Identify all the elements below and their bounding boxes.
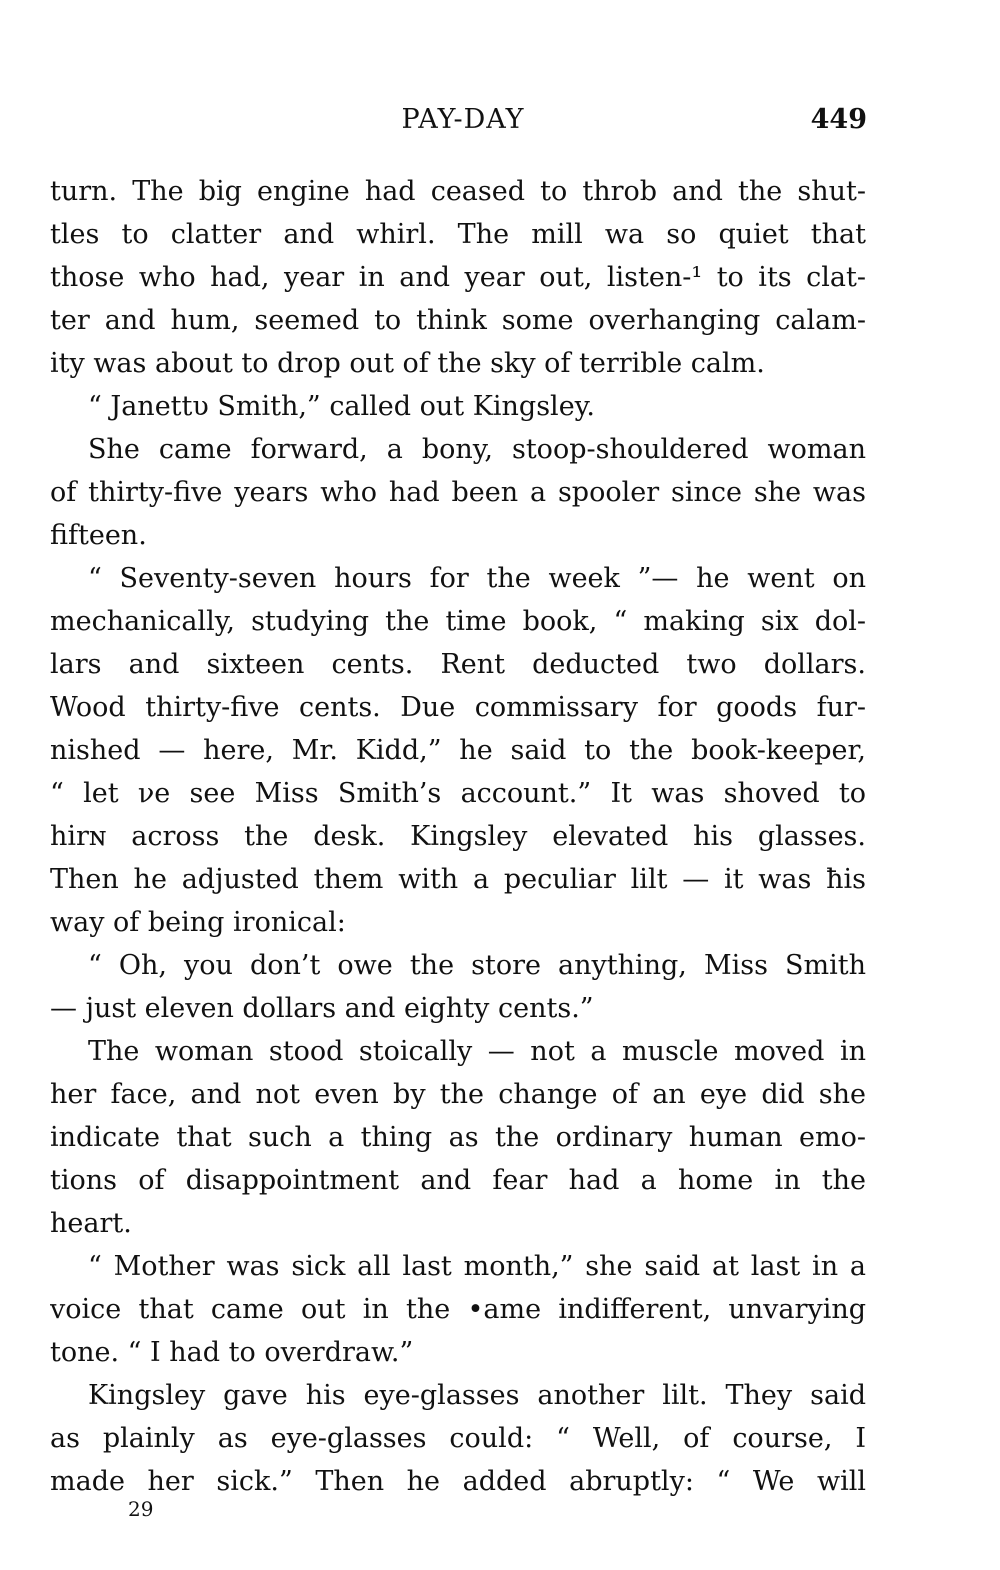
text-line: tles to clatter and whirl. The mill wa so quiet that <box>50 219 866 250</box>
text-line: way of being ironical: <box>50 907 346 938</box>
text-line: tone. “ I had to overdraw.” <box>50 1337 414 1368</box>
body-text <box>50 170 866 1503</box>
text-line: made her sick.” Then he added abruptly: “ We will <box>50 1466 866 1497</box>
text-line: The woman stood stoically — not a muscle moved in <box>88 1036 866 1067</box>
text-line: nished — here, Mr. Kidd,” he said to the book-keeper, <box>50 735 866 766</box>
text-line: tions of disappointment and fear had a home in the <box>50 1165 866 1196</box>
text-line: voice that came out in the •ame indifferent, unvarying <box>50 1294 866 1325</box>
text-line: — just eleven dollars and eighty cents.” <box>50 993 594 1024</box>
text-line: heart. <box>50 1208 132 1239</box>
text-line: her face, and not even by the change of an eye did she <box>50 1079 866 1110</box>
text-line: Wood thirty-five cents. Due commissary for goods fur- <box>50 692 866 723</box>
text-line: hirɴ across the desk. Kingsley elevated his glasses. <box>50 821 866 852</box>
text-line: She came forward, a bony, stoop-shouldered woman <box>88 434 866 465</box>
text-line: lars and sixteen cents. Rent deducted two dollars. <box>50 649 866 680</box>
text-line: those who had, year in and year out, listen-¹ to its clat- <box>50 262 866 293</box>
page-number: 449 <box>810 104 867 135</box>
text-line: Then he adjusted them with a peculiar lilt — it was ħis <box>50 864 866 895</box>
text-line: ter and hum, seemed to think some overhanging calam- <box>50 305 866 336</box>
signature-mark: 29 <box>128 1497 154 1521</box>
text-line: fifteen. <box>50 520 147 551</box>
text-line: as plainly as eye-glasses could: “ Well, of course, I <box>50 1423 866 1454</box>
text-line: “ Oh, you don’t owe the store anything, Miss Smith <box>88 950 866 981</box>
text-line: “ Mother was sick all last month,” she said at last in a <box>88 1251 866 1282</box>
text-line: “ let νe see Miss Smith’s account.” It was shoved to <box>50 778 866 809</box>
text-line: mechanically, studying the time book, “ making six dol- <box>50 606 866 637</box>
running-title: PAY-DAY <box>401 104 525 135</box>
text-line: turn. The big engine had ceased to throb and the shut- <box>50 176 866 207</box>
text-line: “ Seventy-seven hours for the week ”— he went on <box>88 563 866 594</box>
text-line: of thirty-five years who had been a spooler since she was <box>50 477 866 508</box>
text-line: ity was about to drop out of the sky of terrible calm. <box>50 348 765 379</box>
text-line: “ Janettυ Smith,” called out Kingsley. <box>88 391 595 422</box>
text-line: Kingsley gave his eye-glasses another lilt. They said <box>88 1380 866 1411</box>
text-line: indicate that such a thing as the ordinary human emo- <box>50 1122 866 1153</box>
